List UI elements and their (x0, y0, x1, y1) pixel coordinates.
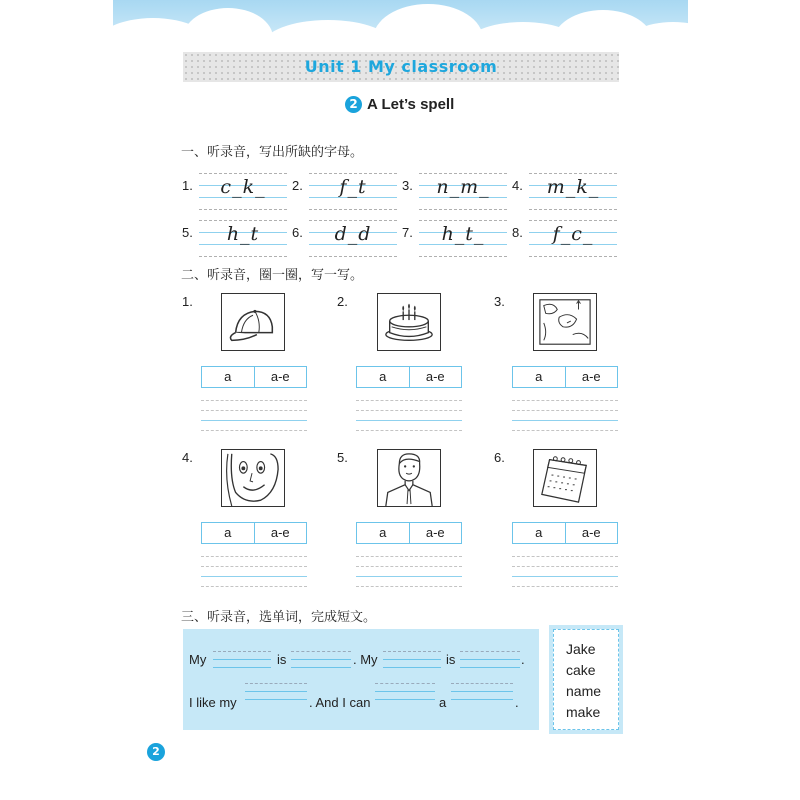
word-bank-item: Jake (566, 641, 596, 657)
blank-field[interactable] (213, 651, 271, 675)
option-a[interactable]: a (224, 525, 232, 540)
option-a-e[interactable]: a-e (409, 367, 462, 387)
spell-answer-field[interactable] (199, 218, 287, 258)
calendar-date-icon (533, 449, 597, 507)
spell-item-number: 1. (182, 178, 193, 193)
option-a[interactable]: a (224, 369, 232, 384)
option-a-e[interactable]: a-e (254, 523, 307, 543)
passage-text: My (189, 652, 207, 667)
passage-text: is (446, 652, 456, 667)
blank-field[interactable] (460, 651, 520, 675)
write-answer-lines[interactable] (201, 556, 307, 588)
picture-item-number: 5. (337, 450, 348, 465)
spell-word: f_c_ (552, 223, 594, 245)
map-icon (533, 293, 597, 351)
write-answer-lines[interactable] (356, 400, 462, 432)
option-a[interactable]: a (535, 525, 543, 540)
man-icon (377, 449, 441, 507)
picture-item-number: 1. (182, 294, 193, 309)
lesson-number-badge: 2 (345, 96, 362, 113)
write-answer-lines[interactable] (201, 400, 307, 432)
face-icon (221, 449, 285, 507)
unit-title: Unit 1 My classroom (304, 57, 498, 76)
write-answer-lines[interactable] (512, 556, 618, 588)
cloud-decoration (183, 8, 273, 48)
word-bank (553, 629, 619, 730)
lesson-title: A Let’s spell (367, 95, 455, 113)
option-a[interactable]: a (535, 369, 543, 384)
spell-word: h_t_ (441, 223, 485, 245)
passage-text: I like my (189, 695, 237, 710)
spell-item-number: 5. (182, 225, 193, 240)
picture-item-number: 6. (494, 450, 505, 465)
passage-text: . (515, 695, 519, 710)
blank-field[interactable] (375, 683, 435, 707)
option-a-e[interactable]: a-e (565, 367, 618, 387)
choice-a-ae (512, 522, 618, 544)
blank-field[interactable] (291, 651, 351, 675)
picture-item-number: 4. (182, 450, 193, 465)
section3-heading: 三、听录音，选单词，完成短文。 (181, 610, 377, 625)
unit-title-bar (183, 52, 619, 82)
spell-word: h_t (226, 223, 260, 245)
spell-word: f_t (339, 176, 367, 198)
passage-text: . (521, 652, 525, 667)
spell-item-number: 2. (292, 178, 303, 193)
write-answer-lines[interactable] (512, 400, 618, 432)
word-bank-item: make (566, 704, 601, 720)
spell-item-number: 3. (402, 178, 413, 193)
option-a-e[interactable]: a-e (409, 523, 462, 543)
passage-box (183, 629, 539, 730)
blank-field[interactable] (451, 683, 513, 707)
choice-a-ae (512, 366, 618, 388)
cap-icon (221, 293, 285, 351)
spell-answer-field[interactable] (199, 171, 287, 211)
blank-field[interactable] (383, 651, 441, 675)
passage-text: . And I can (309, 695, 371, 710)
worksheet-page (113, 0, 688, 800)
spell-word: c_k_ (220, 176, 266, 198)
picture-item-number: 3. (494, 294, 505, 309)
spell-answer-field[interactable] (309, 218, 397, 258)
spell-answer-field[interactable] (529, 218, 617, 258)
spell-answer-field[interactable] (309, 171, 397, 211)
choice-a-ae (356, 522, 462, 544)
page-number: 2 (147, 743, 165, 761)
spell-word: m_k_ (546, 176, 600, 198)
option-a[interactable]: a (379, 525, 387, 540)
spell-item-number: 7. (402, 225, 413, 240)
option-a[interactable]: a (379, 369, 387, 384)
lesson-heading (345, 94, 454, 114)
spell-item-number: 8. (512, 225, 523, 240)
choice-a-ae (356, 366, 462, 388)
spell-answer-field[interactable] (529, 171, 617, 211)
option-a-e[interactable]: a-e (565, 523, 618, 543)
blank-field[interactable] (245, 683, 307, 707)
write-answer-lines[interactable] (356, 556, 462, 588)
spell-word: n_m_ (436, 176, 490, 198)
spell-item-number: 6. (292, 225, 303, 240)
word-bank-item: cake (566, 662, 596, 678)
passage-text: is (277, 652, 287, 667)
passage-text: a (439, 695, 447, 710)
spell-answer-field[interactable] (419, 171, 507, 211)
word-bank-item: name (566, 683, 602, 699)
cake-icon (377, 293, 441, 351)
spell-answer-field[interactable] (419, 218, 507, 258)
choice-a-ae (201, 366, 307, 388)
spell-item-number: 4. (512, 178, 523, 193)
passage-text: . My (353, 652, 378, 667)
choice-a-ae (201, 522, 307, 544)
sky-banner (113, 0, 688, 48)
section2-heading: 二、听录音，圈一圈，写一写。 (181, 268, 364, 283)
spell-word: d_d (334, 223, 372, 245)
section1-heading: 一、听录音，写出所缺的字母。 (181, 145, 364, 160)
picture-item-number: 2. (337, 294, 348, 309)
option-a-e[interactable]: a-e (254, 367, 307, 387)
